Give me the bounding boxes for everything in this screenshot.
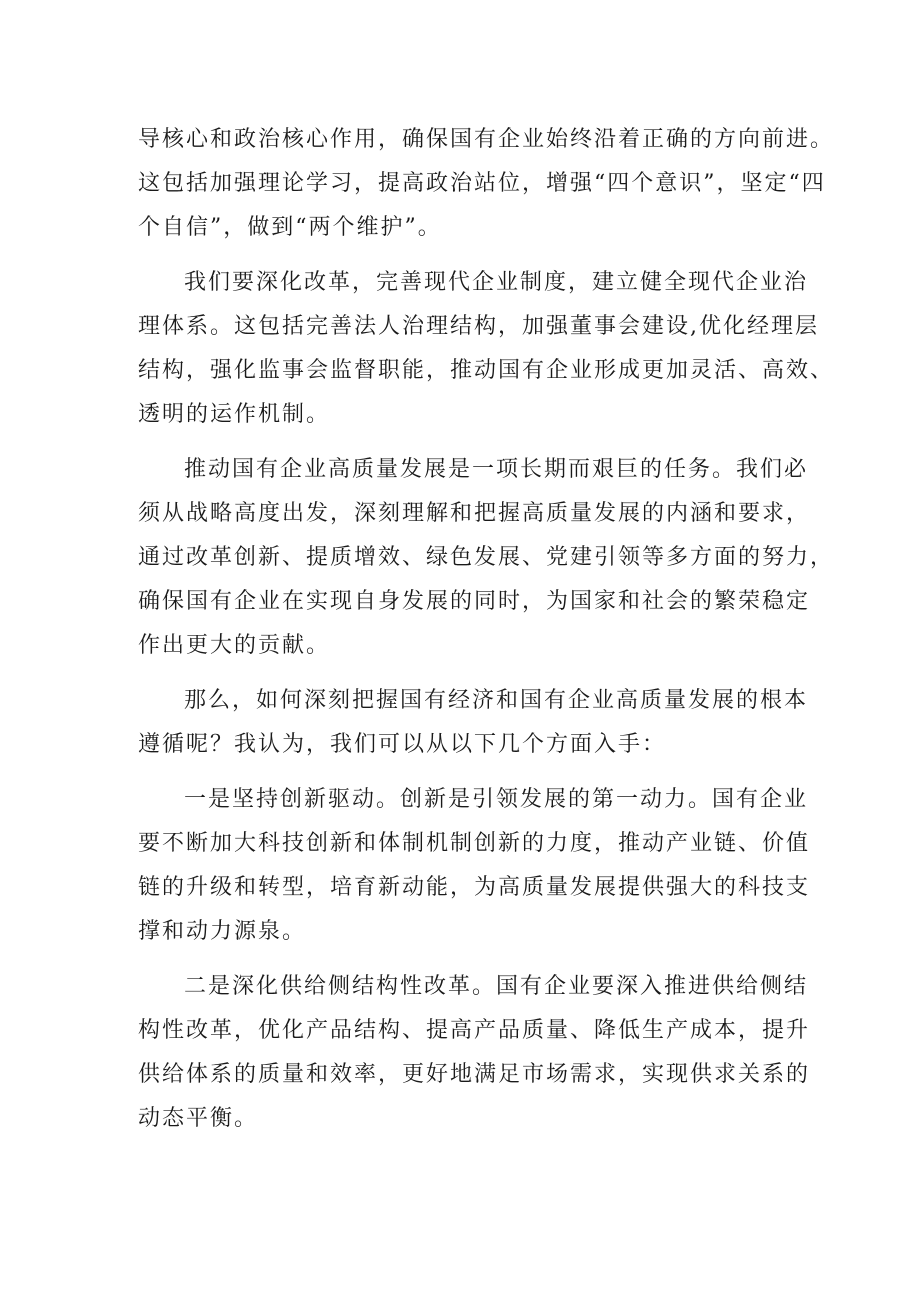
paragraph-4 bbox=[138, 679, 809, 767]
text-line: 链的升级和转型，培育新动能，为高质量发展提供强大的科技支 bbox=[138, 875, 811, 900]
paragraph-5 bbox=[138, 778, 811, 954]
text-line: 作出更大的贡献。 bbox=[138, 633, 331, 658]
text-line: 动态平衡。 bbox=[138, 1106, 259, 1131]
text-line: 确保国有企业在实现自身发展的同时，为国家和社会的繁荣稳定 bbox=[138, 589, 811, 614]
text-line: 撑和动力源泉。 bbox=[138, 919, 307, 944]
document-body bbox=[138, 118, 835, 1141]
text-line: 那么，如何深刻把握国有经济和国有企业高质量发展的根本 bbox=[184, 688, 809, 713]
paragraph-gap bbox=[138, 437, 802, 448]
paragraph-gap bbox=[138, 954, 802, 965]
paragraph-3 bbox=[138, 448, 835, 668]
text-line: 遵循呢？我认为，我们可以从以下几个方面入手： bbox=[138, 732, 667, 757]
paragraph-6 bbox=[138, 965, 811, 1141]
text-line: 这包括加强理论学习，提高政治站位，增强“四个意识”，坚定“四 bbox=[138, 171, 826, 196]
text-line: 透明的运作机制。 bbox=[138, 402, 331, 427]
text-line: 推动国有企业高质量发展是一项长期而艰巨的任务。我们必 bbox=[184, 457, 809, 482]
text-line: 要不断加大科技创新和体制机制创新的力度，推动产业链、价值 bbox=[138, 831, 811, 856]
paragraph-gap bbox=[138, 668, 802, 679]
text-line: 理体系。这包括完善法人治理结构，加强董事会建设,优化经理层 bbox=[138, 314, 819, 339]
paragraph-gap bbox=[138, 767, 802, 778]
paragraph-2 bbox=[138, 261, 835, 437]
text-line: 结构，强化监事会监督职能，推动国有企业形成更加灵活、高效、 bbox=[138, 358, 835, 383]
paragraph-1 bbox=[138, 118, 835, 250]
text-line: 供给体系的质量和效率，更好地满足市场需求，实现供求关系的 bbox=[138, 1062, 811, 1087]
text-line: 一是坚持创新驱动。创新是引领发展的第一动力。国有企业 bbox=[184, 787, 809, 812]
text-line: 导核心和政治核心作用，确保国有企业始终沿着正确的方向前进。 bbox=[138, 127, 835, 152]
text-line: 我们要深化改革，完善现代企业制度，建立健全现代企业治 bbox=[184, 270, 809, 295]
text-line: 须从战略高度出发，深刻理解和把握高质量发展的内涵和要求， bbox=[138, 501, 811, 526]
text-line: 二是深化供给侧结构性改革。国有企业要深入推进供给侧结 bbox=[184, 974, 809, 999]
text-line: 构性改革，优化产品结构、提高产品质量、降低生产成本，提升 bbox=[138, 1018, 811, 1043]
paragraph-gap bbox=[138, 250, 802, 261]
text-line: 个自信”，做到“两个维护”。 bbox=[138, 215, 442, 240]
text-line: 通过改革创新、提质增效、绿色发展、党建引领等多方面的努力， bbox=[138, 545, 835, 570]
